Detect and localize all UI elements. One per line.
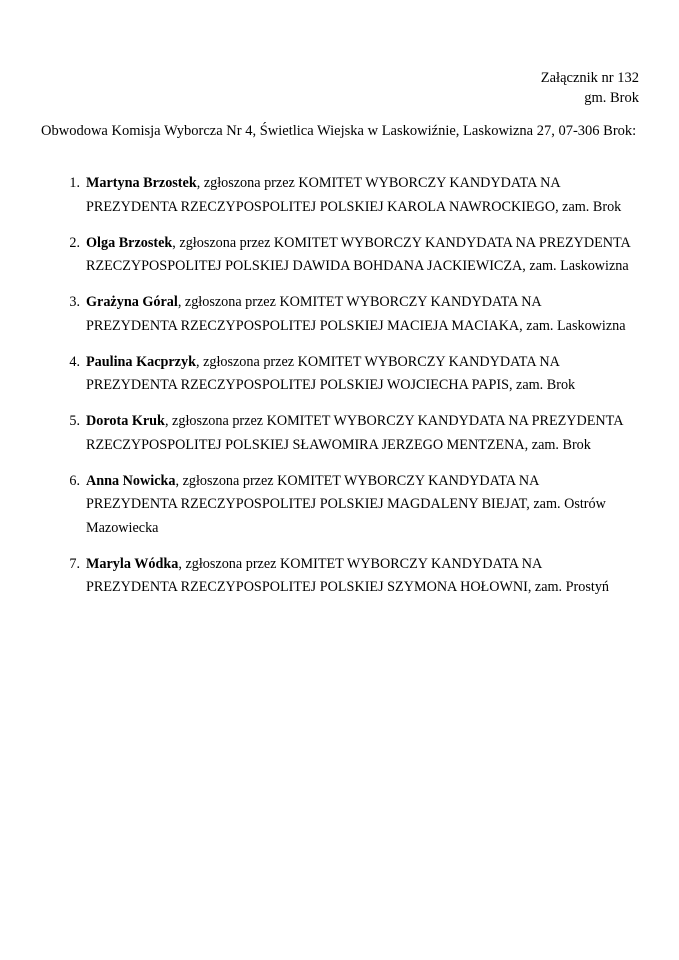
- candidate-name: Grażyna Góral: [86, 294, 178, 310]
- candidate-name: Dorota Kruk: [86, 413, 165, 429]
- list-item: [41, 232, 633, 279]
- list-item: [41, 410, 633, 457]
- list-item-number: 3.: [69, 294, 80, 310]
- list-item: [41, 470, 633, 541]
- list-item-number: 2.: [69, 234, 80, 251]
- commission-heading: Obwodowa Komisja Wyborcza Nr 4, Świetlica Wiejska w Laskowiźnie, Laskowizna 27, 07-306 Brok:: [41, 123, 637, 139]
- candidate-details: , zgłoszona przez KOMITET WYBORCZY KANDYDATA NA PREZYDENTA RZECZYPOSPOLITEJ POLSKIEJ KAROLA NAWROCKIEGO, zam. Brok: [86, 175, 622, 215]
- candidate-details: , zgłoszona przez KOMITET WYBORCZY KANDYDATA NA PREZYDENTA RZECZYPOSPOLITEJ POLSKIEJ DAWIDA BOHDANA JACKIEWICZA, zam. Laskowizna: [86, 234, 631, 274]
- list-item: [41, 351, 633, 398]
- municipality-name: gm. Brok: [584, 90, 639, 106]
- attachment-number: Załącznik nr 132: [540, 70, 639, 86]
- list-item: [41, 291, 633, 338]
- list-item-number: 4.: [69, 353, 80, 370]
- list-item-number: 1.: [69, 175, 80, 191]
- list-item: [41, 553, 633, 600]
- candidate-list: [41, 172, 633, 600]
- candidate-name: Paulina Kacprzyk: [86, 353, 196, 370]
- candidate-details: , zgłoszona przez KOMITET WYBORCZY KANDYDATA NA PREZYDENTA RZECZYPOSPOLITEJ POLSKIEJ MAGDALENY BIEJAT, zam. Ostrów Mazowiecka: [86, 472, 606, 536]
- list-item-number: 5.: [69, 413, 80, 429]
- list-item: [41, 172, 633, 219]
- candidate-name: Anna Nowicka: [86, 472, 176, 489]
- candidate-name: Martyna Brzostek: [86, 175, 197, 191]
- list-item-number: 7.: [69, 555, 80, 572]
- candidate-name: Maryla Wódka: [86, 555, 179, 572]
- candidate-details: , zgłoszona przez KOMITET WYBORCZY KANDYDATA NA PREZYDENTA RZECZYPOSPOLITEJ POLSKIEJ MACIEJA MACIAKA, zam. Laskowizna: [86, 294, 626, 334]
- candidate-name: Olga Brzostek: [86, 234, 173, 251]
- candidate-details: , zgłoszona przez KOMITET WYBORCZY KANDYDATA NA PREZYDENTA RZECZYPOSPOLITEJ POLSKIEJ WOJCIECHA PAPIS, zam. Brok: [86, 353, 576, 393]
- candidate-details: , zgłoszona przez KOMITET WYBORCZY KANDYDATA NA PREZYDENTA RZECZYPOSPOLITEJ POLSKIEJ SZYMONA HOŁOWNI, zam. Prostyń: [86, 555, 610, 595]
- list-item-number: 6.: [69, 472, 80, 489]
- document-header: [541, 68, 639, 108]
- candidate-details: , zgłoszona przez KOMITET WYBORCZY KANDYDATA NA PREZYDENTA RZECZYPOSPOLITEJ POLSKIEJ SŁAWOMIRA JERZEGO MENTZENA, zam. Brok: [86, 413, 623, 453]
